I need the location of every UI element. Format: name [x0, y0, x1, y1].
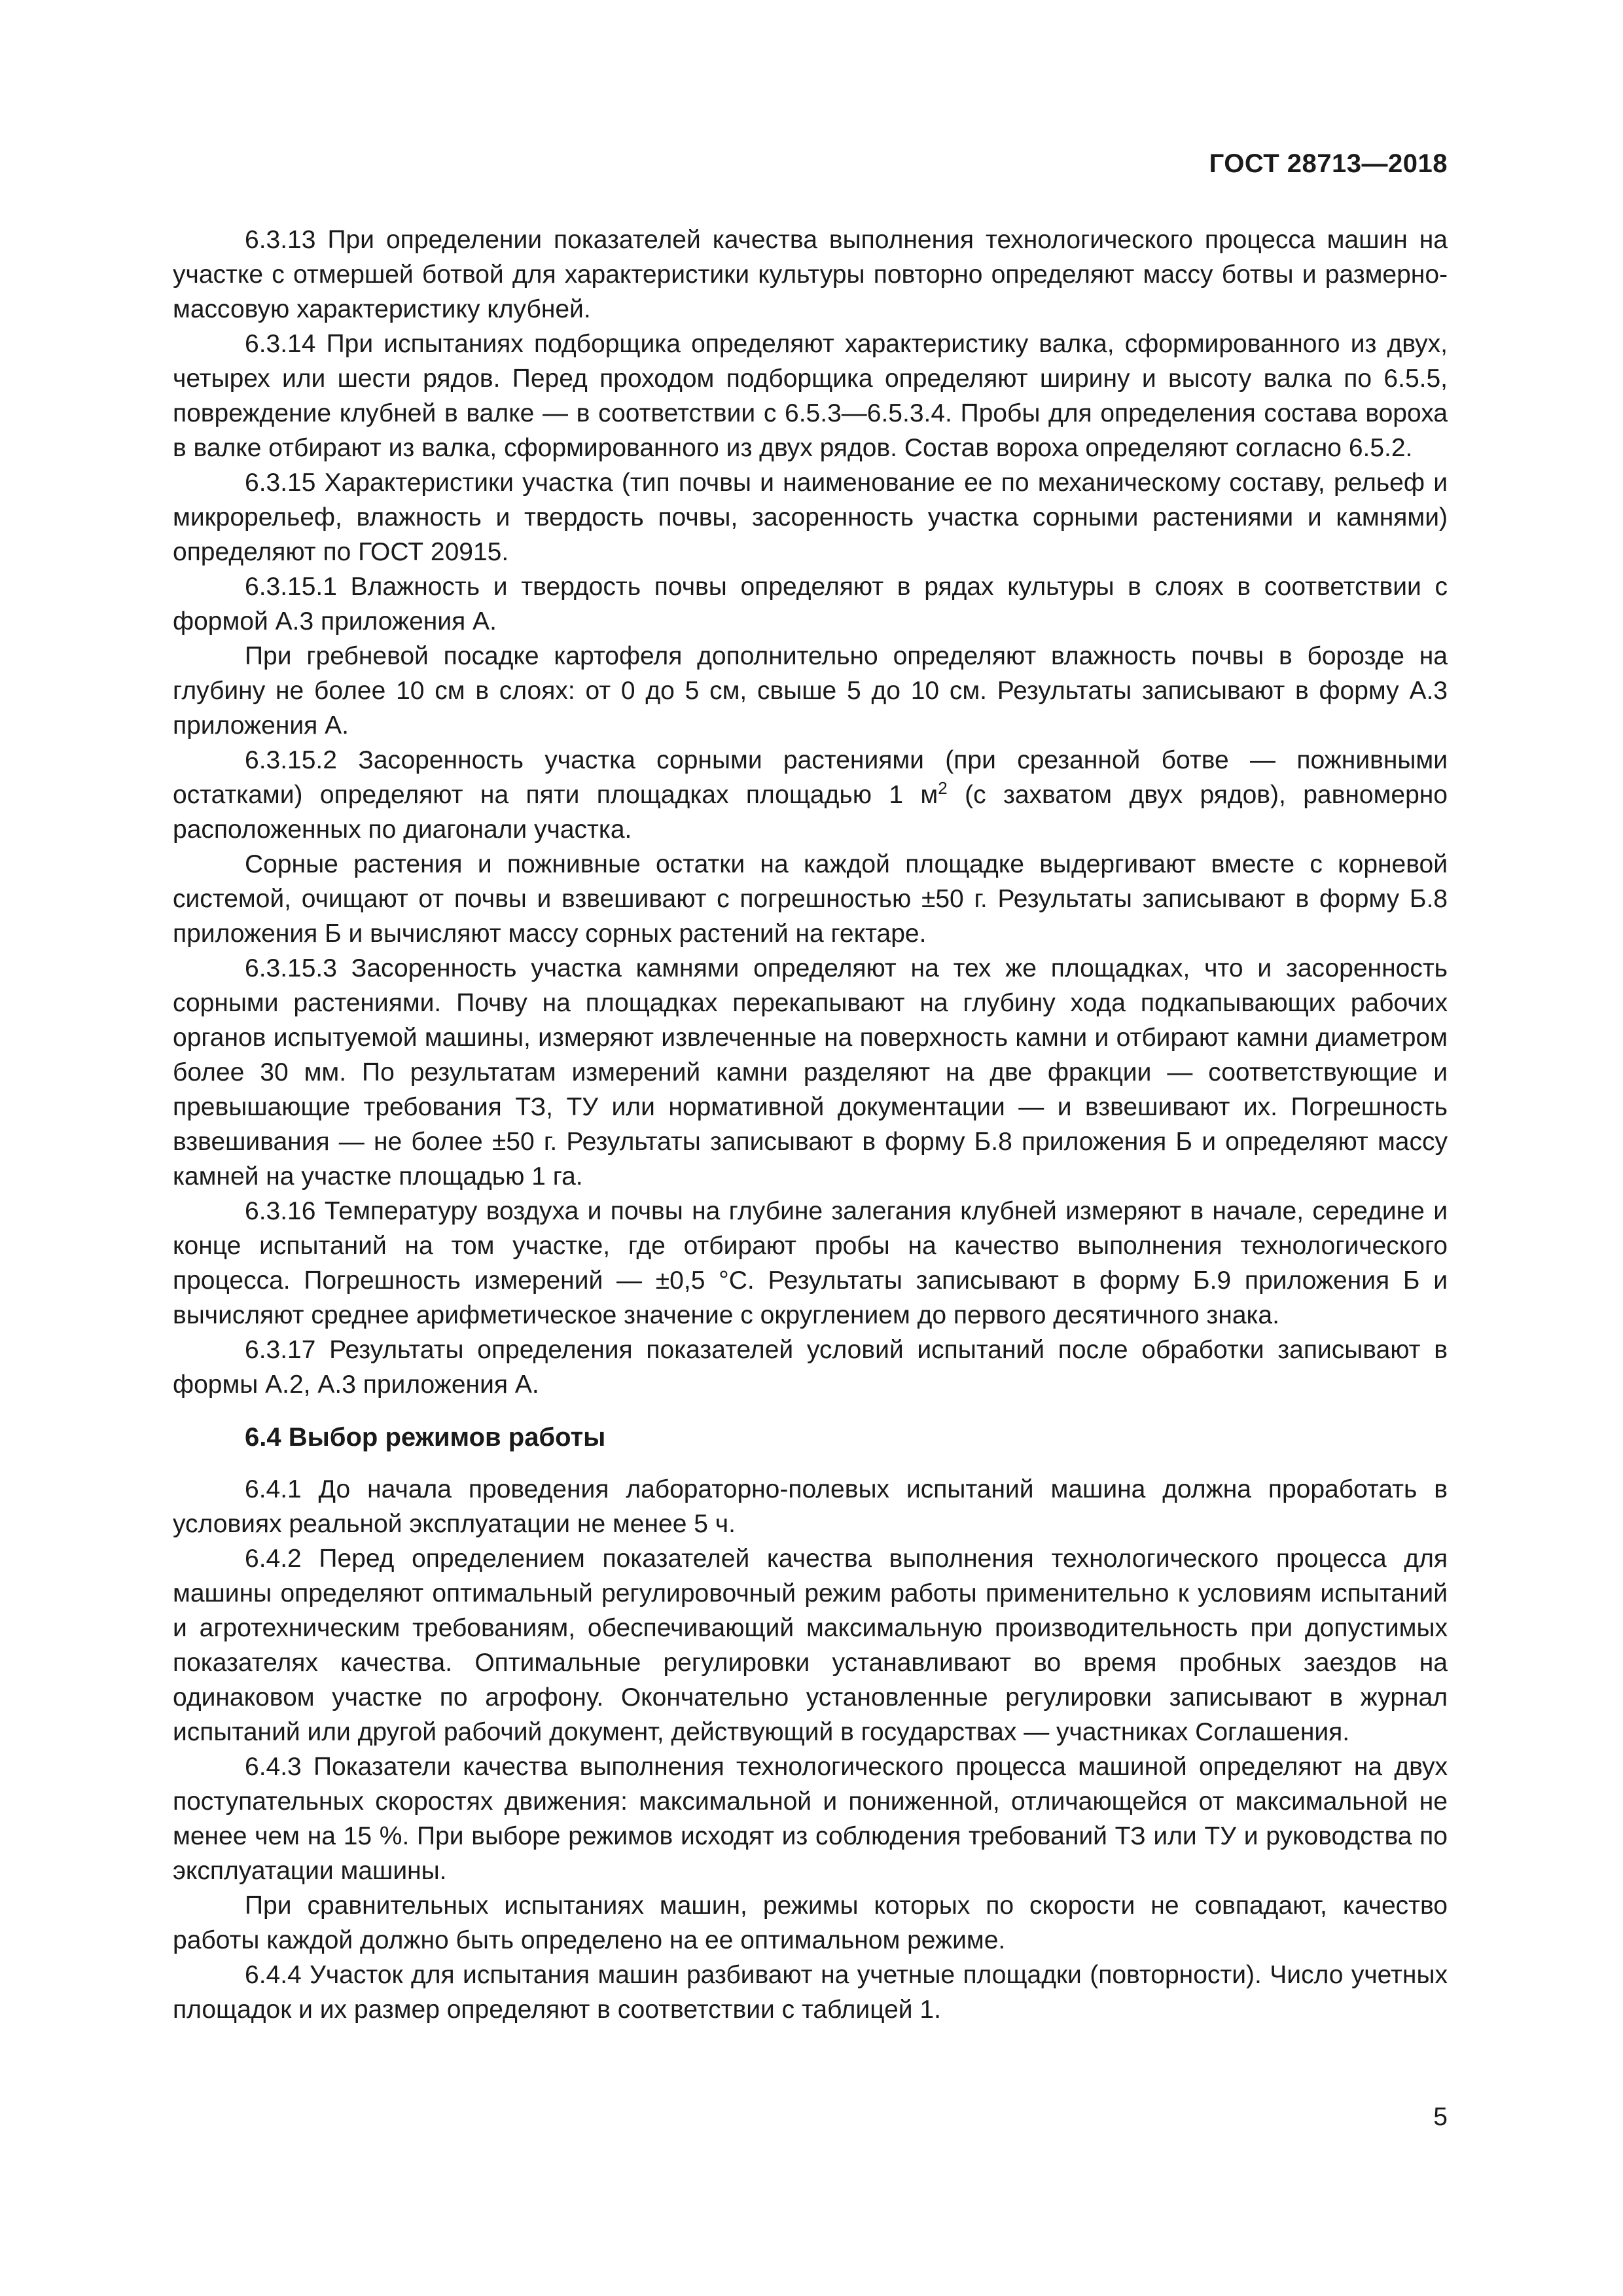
- paragraph: 6.4.1 До начала проведения лабораторно-полевых испытаний машина должна проработать в условиях реальной эксплуатации не менее 5 ч.: [173, 1475, 1448, 1538]
- paragraph: 6.3.15.1 Влажность и твердость почвы определяют в рядах культуры в слоях в соответствии с формой А.3 приложения А.: [173, 573, 1448, 636]
- superscript: 2: [938, 778, 948, 798]
- document-id: ГОСТ 28713—2018: [1209, 149, 1448, 178]
- paragraph: 6.3.14 При испытаниях подборщика определяют характеристику валка, сформированного из двух, четырех или шести рядов. Перед проходом подборщика определяют ширину и высоту валка по 6.5.5, повреждение клубней в валке — в соответствии с 6.5.3—6.5.3.4. Пробы для определения состава вороха в валке отбирают из валка, сформированного из двух рядов. Состав вороха определяют согласно 6.5.2.: [173, 330, 1448, 462]
- paragraph-text: 6.3.15.2 Засоренность участка сорными растениями (при срезанной ботве — пожнивными остатками) определяют на пяти площадках площадью 1 м: [173, 746, 1448, 809]
- paragraph-text: (с захватом двух рядов), равномерно расположенных по диагонали участка.: [173, 781, 1448, 844]
- paragraph: 6.3.16 Температуру воздуха и почвы на глубине залегания клубней измеряют в начале, середине и конце испытаний на том участке, где отбирают пробы на качество выполнения технологического процесса. Погрешность измерений — ±0,5 °С. Результаты записывают в форму Б.9 приложения Б и вычисляют среднее арифметическое значение с округлением до первого десятичного знака.: [173, 1197, 1448, 1329]
- paragraph: 6.4.2 Перед определением показателей качества выполнения технологического процесса для машины определяют оптимальный регулировочный режим работы применительно к условиям испытаний и агротехническим требованиям, обеспечивающий максимальную производительность при допустимых показателях качества. Оптимальные регулировки устанавливают во время пробных заездов на одинаковом участке по агрофону. Окончательно установленные регулировки записывают в журнал испытаний или другой рабочий документ, действующий в государствах — участниках Соглашения.: [173, 1545, 1448, 1746]
- paragraph: Сорные растения и пожнивные остатки на каждой площадке выдергивают вместе с корневой системой, очищают от почвы и взвешивают с погрешностью ±50 г. Результаты записывают в форму Б.8 приложения Б и вычисляют массу сорных растений на гектаре.: [173, 850, 1448, 948]
- page-number: 5: [1433, 2103, 1448, 2131]
- paragraph: 6.3.17 Результаты определения показателей условий испытаний после обработки записывают в формы А.2, А.3 приложения А.: [173, 1336, 1448, 1399]
- document-body: [173, 223, 1448, 2027]
- paragraph: 6.3.13 При определении показателей качества выполнения технологического процесса машин на участке с отмершей ботвой для характеристики культуры повторно определяют массу ботвы и размерно-массовую характеристику клубней.: [173, 226, 1448, 323]
- paragraph: 6.4.3 Показатели качества выполнения технологического процесса машиной определяют на двух поступательных скоростях движения: максимальной и пониженной, отличающейся от максимальной не менее чем на 15 %. При выборе режимов исходят из соблюдения требований ТЗ или ТУ и руководства по эксплуатации машины.: [173, 1753, 1448, 1885]
- paragraph: 6.4.4 Участок для испытания машин разбивают на учетные площадки (повторности). Число учетных площадок и их размер определяют в соответствии с таблицей 1.: [173, 1961, 1448, 2024]
- paragraph: 6.3.15.3 Засоренность участка камнями определяют на тех же площадках, что и засоренность сорными растениями. Почву на площадках перекапывают на глубину хода подкапывающих рабочих органов испытуемой машины, измеряют извлеченные на поверхность камни и отбирают камни диаметром более 30 мм. По результатам измерений камни разделяют на две фракции — соответствующие и превышающие требования ТЗ, ТУ или нормативной документации — и взвешивают их. Погрешность взвешивания — не более ±50 г. Результаты записывают в форму Б.8 приложения Б и определяют массу камней на участке площадью 1 га.: [173, 954, 1448, 1191]
- paragraph-weeds: [173, 743, 1448, 847]
- section-heading: 6.4 Выбор режимов работы: [245, 1423, 606, 1452]
- paragraph: 6.3.15 Характеристики участка (тип почвы и наименование ее по механическому составу, рельеф и микрорельеф, влажность и твердость почвы, засоренность участка сорными растениями и камнями) определяют по ГОСТ 20915.: [173, 469, 1448, 566]
- paragraph: При гребневой посадке картофеля дополнительно определяют влажность почвы в борозде на глубину не более 10 см в слоях: от 0 до 5 см, свыше 5 до 10 см. Результаты записывают в форму А.3 приложения А.: [173, 642, 1448, 740]
- paragraph: При сравнительных испытаниях машин, режимы которых по скорости не совпадают, качество работы каждой должно быть определено на ее оптимальном режиме.: [173, 1892, 1448, 1954]
